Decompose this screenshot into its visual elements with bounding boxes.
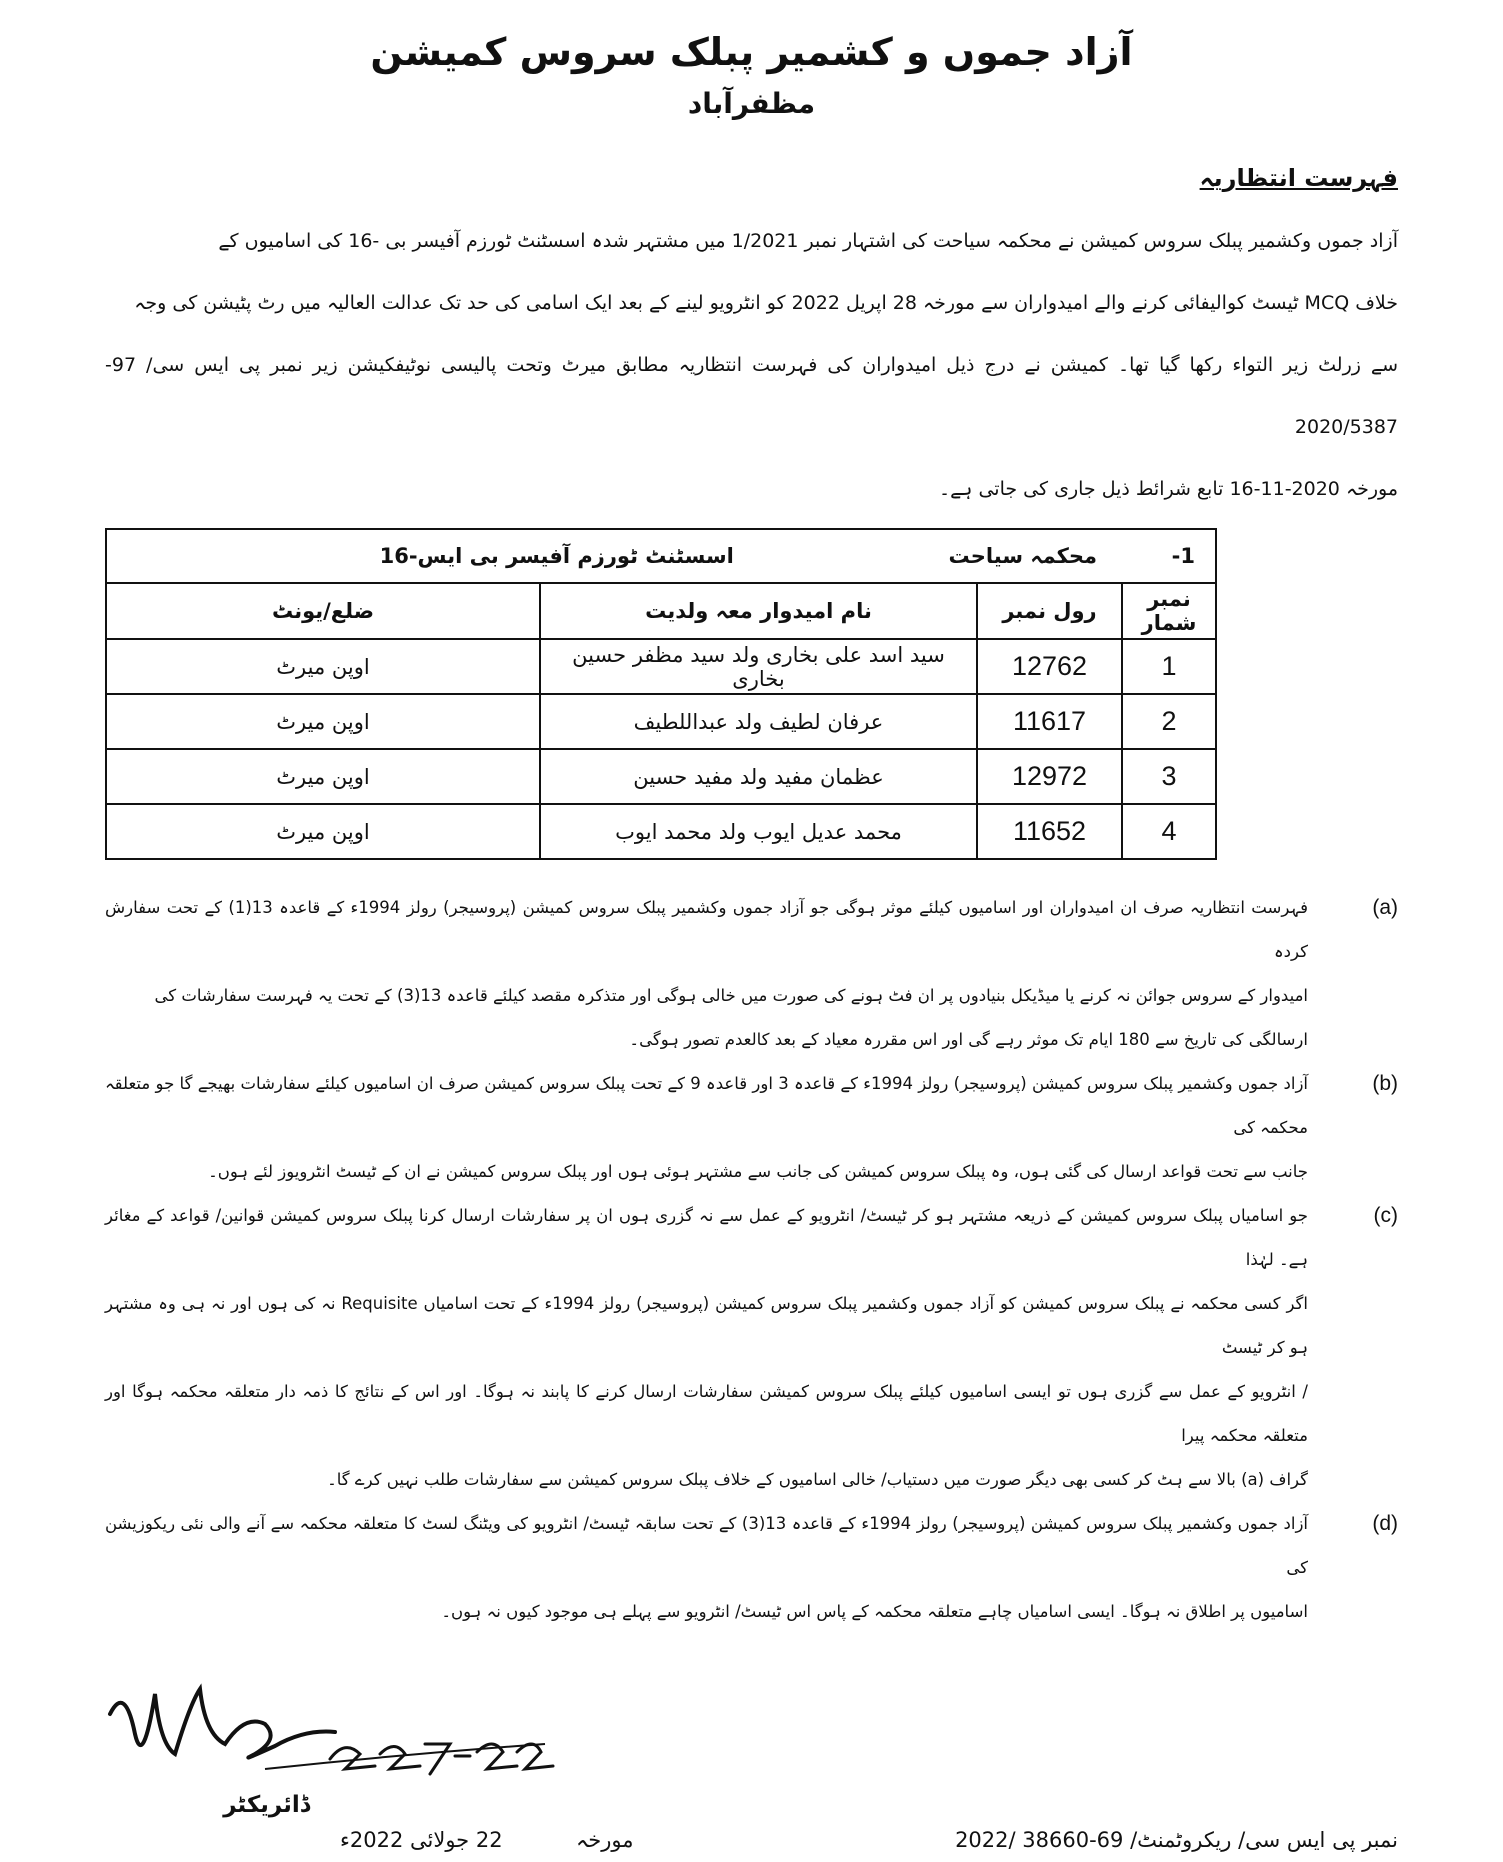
cell-unit: اوپن میرٹ (106, 749, 540, 804)
note-line: جانب سے تحت قواعد ارسال کی گئی ہوں، وہ پبلک سروس کمیشن کی جانب سے مشتہر ہوئی ہوں اور پبلک سروس کمیشن نے ان کے ٹیسٹ انٹرویوز لئے ہوں۔ (208, 1162, 1308, 1181)
table-row (106, 804, 1216, 859)
document-subtitle: مظفرآباد (687, 87, 816, 120)
director-designation: ڈائریکٹر (223, 1792, 310, 1818)
note-label: (d) (1372, 1512, 1398, 1535)
cell-roll: 11652 (977, 804, 1122, 859)
note-a (105, 886, 1398, 1062)
note-line: آزاد جموں وکشمیر پبلک سروس کمیشن (پروسیجر) رولز 1994ء کے قاعدہ 3 اور قاعدہ 9 کے تحت پبلک سروس کمیشن صرف ان اسامیوں کیلئے سفارشات بھیجے گا جو متعلقہ محکمہ کی (105, 1074, 1309, 1137)
table-caption-row (106, 529, 1216, 583)
caption-department: محکمہ سیاحت (948, 544, 1098, 568)
cell-name: محمد عدیل ایوب ولد محمد ایوب (540, 804, 977, 859)
header-name: نام امیدوار معہ ولدیت (540, 583, 977, 639)
intro-line: سے زرلٹ زیر التواء رکھا گیا تھا۔ کمیشن نے درج ذیل امیدواران کی فہرست انتظاریہ مطابق میرٹ وتحت پالیسی نوٹیفکیشن زیر نمبر پی ایس سی/ 97-2020/5387 (105, 354, 1398, 438)
note-line: اسامیوں پر اطلاق نہ ہوگا۔ ایسی اسامیاں چاہے متعلقہ محکمہ کے پاس اس ٹیسٹ/ انٹرویو سے پہلے ہی موجود کیوں نہ ہوں۔ (441, 1602, 1308, 1621)
note-label: (a) (1372, 896, 1398, 919)
note-line: امیدوار کے سروس جوائن نہ کرنے یا میڈیکل بنیادوں پر ان فٹ ہونے کی صورت میں خالی ہوگی اور متذکرہ مقصد کیلئے قاعدہ 13(3) کے تحت یہ فہرست سفارشات کی (154, 986, 1308, 1005)
intro-line: خلاف MCQ ٹیسٹ کوالیفائی کرنے والے امیدواران سے مورخہ 28 اپریل 2022 کو انٹرویو لینے کے بعد ایک اسامی کی حد تک عدالت العالیہ میں رٹ پٹیشن کی وجہ (134, 292, 1398, 314)
note-line: ارسالگی کی تاریخ سے 180 ایام تک موثر رہے گی اور اس مقررہ معیاد کے بعد کالعدم تصور ہوگی۔ (629, 1030, 1308, 1049)
reference-footer (340, 1828, 1398, 1852)
note-label: (c) (1373, 1204, 1398, 1227)
header-serial: نمبر شمار (1122, 583, 1216, 639)
note-line: آزاد جموں وکشمیر پبلک سروس کمیشن (پروسیجر) رولز 1994ء کے قاعدہ 13(3) کے تحت سابقہ ٹیسٹ/ انٹرویو کی ویٹنگ لسٹ کا متعلقہ محکمہ سے آنے والی نئی ریکوزیشن کی (105, 1514, 1308, 1577)
note-b (105, 1062, 1398, 1194)
table-row (106, 749, 1216, 804)
cell-serial: 3 (1122, 749, 1216, 804)
cell-unit: اوپن میرٹ (106, 804, 540, 859)
header-roll: رول نمبر (977, 583, 1122, 639)
note-line: اگر کسی محکمہ نے پبلک سروس کمیشن کو آزاد جموں وکشمیر پبلک سروس کمیشن (پروسیجر) رولز 1994ء کے تحت اسامیاں Requisite نہ کی ہوں اور نہ ہی وہ مشتہر ہو کر ٹیسٹ (105, 1294, 1308, 1357)
table-header-row (106, 583, 1216, 639)
intro-paragraph (105, 210, 1398, 520)
signature-block (105, 1674, 1398, 1784)
intro-line: آزاد جموں وکشمیر پبلک سروس کمیشن نے محکمہ سیاحت کی اشتہار نمبر 1/2021 میں مشتہر شدہ اسسٹنٹ ٹورزم آفیسر بی -16 کی اسامیوں کے (218, 230, 1398, 252)
signature-image (105, 1674, 555, 1784)
date-value: 22 جولائی 2022ء (340, 1828, 503, 1852)
waiting-list-heading: فہرست انتظاریہ (1199, 164, 1398, 192)
reference-number: نمبر پی ایس سی/ ریکروٹمنٹ/ 69-38660 /2022 (955, 1828, 1398, 1852)
note-line: فہرست انتظاریہ صرف ان امیدواران اور اسامیوں کیلئے موثر ہوگی جو آزاد جموں وکشمیر پبلک سروس کمیشن (پروسیجر) رولز 1994ء کے قاعدہ 13(1) کے تحت سفارش کردہ (105, 898, 1308, 961)
note-c (105, 1194, 1398, 1502)
note-line: جو اسامیاں پبلک سروس کمیشن کے ذریعہ مشتہر ہو کر ٹیسٹ/ انٹرویو کے عمل سے نہ گزری ہوں ان پر سفارشات ارسال کرنا پبلک سروس کمیشن قوانین/ قواعد کے مغائر ہے۔ لہٰذا (105, 1206, 1308, 1269)
document-title: آزاد جموں و کشمیر پبلک سروس کمیشن (370, 30, 1133, 74)
cell-serial: 1 (1122, 639, 1216, 694)
cell-name: سید اسد علی بخاری ولد سید مظفر حسین بخاری (540, 639, 977, 694)
cell-name: عظمان مفید ولد مفید حسین (540, 749, 977, 804)
note-d (105, 1502, 1398, 1634)
header-unit: ضلع/یونٹ (106, 583, 540, 639)
table-row (106, 639, 1216, 694)
note-line: / انٹرویو کے عمل سے گزری ہوں تو ایسی اسامیوں کیلئے پبلک سروس کمیشن سفارشات ارسال کرنے کا پابند نہ ہوگا۔ اور اس کے نتائج کا ذمہ دار متعلقہ محکمہ ہوگا اور متعلقہ محکمہ پیرا (105, 1382, 1308, 1445)
cell-roll: 11617 (977, 694, 1122, 749)
cell-serial: 4 (1122, 804, 1216, 859)
caption-post: اسسٹنٹ ٹورزم آفیسر بی ایس-16 (379, 544, 734, 568)
date-label: مورخہ (575, 1828, 634, 1852)
cell-name: عرفان لطیف ولد عبداللطیف (540, 694, 977, 749)
note-label: (b) (1372, 1072, 1398, 1095)
cell-unit: اوپن میرٹ (106, 639, 540, 694)
cell-roll: 12972 (977, 749, 1122, 804)
waiting-list-table (105, 528, 1217, 860)
table-row (106, 694, 1216, 749)
caption-index: 1- (1171, 544, 1195, 568)
cell-serial: 2 (1122, 694, 1216, 749)
cell-roll: 12762 (977, 639, 1122, 694)
note-line: گراف (a) بالا سے ہٹ کر کسی بھی دیگر صورت میں دستیاب/ خالی اسامیوں کے خلاف پبلک سروس کمیشن سے سفارشات طلب نہیں کرے گا۔ (327, 1470, 1308, 1489)
cell-unit: اوپن میرٹ (106, 694, 540, 749)
intro-line: مورخہ 2020-11-16 تابع شرائط ذیل جاری کی جاتی ہے۔ (939, 478, 1398, 500)
